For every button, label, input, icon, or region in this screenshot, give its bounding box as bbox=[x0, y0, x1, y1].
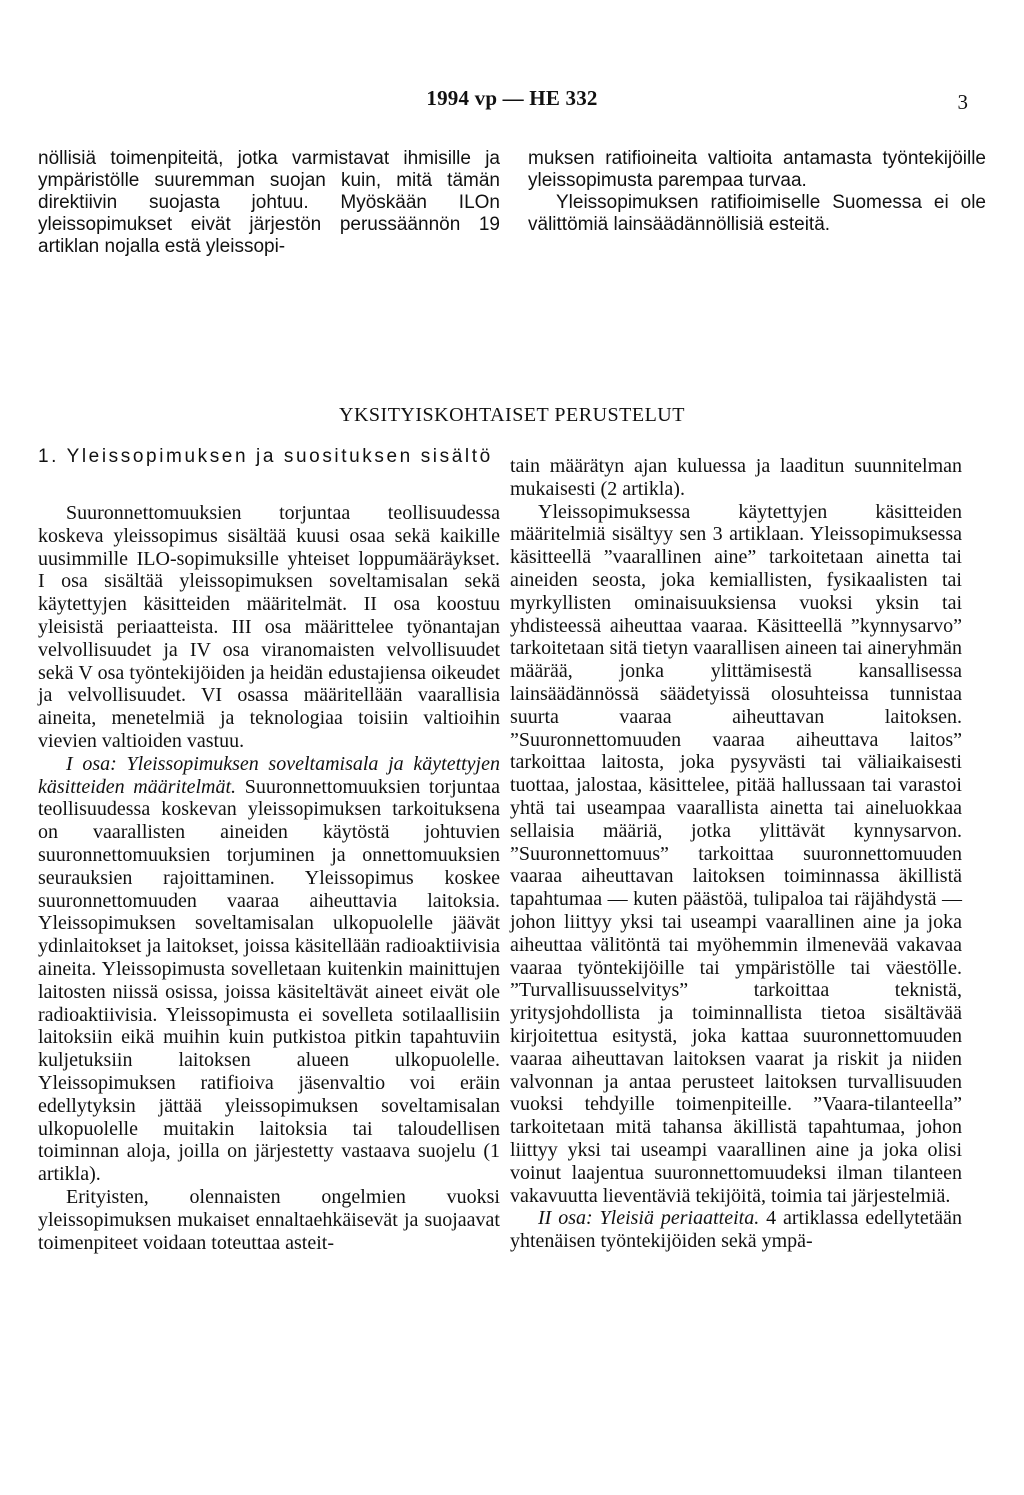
paragraph: tain määrätyn ajan kuluessa ja laaditun suunnitelman mukaisesti (2 artikla). bbox=[510, 455, 962, 500]
ratification-paragraph: Yleissopimuksen ratifioimiselle Suomessa ei ole välittömiä lainsäädännöllisiä esteitä. bbox=[528, 192, 986, 235]
subheading: 1. Yleissopimuksen ja suosituksen sisältö bbox=[38, 446, 493, 467]
italic-lead: II osa: Yleisiä periaatteita. bbox=[538, 1207, 760, 1230]
paragraph-body: 4 artiklassa edellytetään yhtenäisen työntekijöiden sekä ympä- bbox=[510, 1207, 963, 1253]
main-left-column bbox=[38, 446, 500, 1254]
italic-lead: I osa: Yleissopimuksen soveltamisala ja käytettyjen käsitteiden määritelmät. bbox=[38, 752, 500, 798]
continuation-paragraph-right: muksen ratifioineita valtioita antamasta työntekijöille yleissopimusta parempaa turvaa. bbox=[528, 148, 986, 191]
paragraph: Erityisten, olennaisten ongelmien vuoksi yleissopimuksen mukaiset ennaltaehkäisevät ja suojaavat toimenpiteet voidaan toteuttaa asteit- bbox=[38, 1185, 500, 1254]
paragraph bbox=[510, 1207, 962, 1253]
main-right-column bbox=[510, 455, 962, 1253]
paragraph bbox=[38, 753, 500, 1186]
continuation-paragraph: nöllisiä toimenpiteitä, jotka varmistavat ihmisille ja ympäristölle suuremman suojan kuin, mitä tämän direktiivin suojasta johtuu. Myöskään ILOn yleissopimukset eivät järjestön perussäännön 19 artiklan nojalla estä yleissopi- bbox=[38, 148, 500, 257]
page-number: 3 bbox=[957, 90, 968, 114]
top-right-column bbox=[528, 148, 986, 236]
paragraph: Suuronnettomuuksien torjuntaa teollisuudessa koskeva yleissopimus sisältää kuusi osaa sekä kaikille uusimmille ILO-sopimuksille yhteiset loppumääräykset. I osa sisältää yleissopimuksen soveltamisalan sekä käytettyjen käsitteiden määritelmät. II osa koostuu yleisistä periaatteista. III osa määrittelee työnantajan velvollisuudet ja IV osa viranomaisten velvollisuudet sekä V osa työntekijöiden ja heidän edustajiensa oikeudet ja velvollisuudet. VI osassa määritellään vaarallisia aineita, menetelmiä ja teknologiaa toisiin valtioihin vievien valtioiden vastuu. bbox=[38, 502, 500, 752]
top-left-column bbox=[38, 148, 500, 258]
paragraph-body: Suuronnettomuuksien torjuntaa teollisuudessa koskevan yleissopimuksen tarkoituksena on vaarallisten aineiden käytöstä johtuvien suuronnettomuuksien torjuminen ja onnettomuuksien seurauksien rajoittaminen. Yleissopimus koskee suuronnettomuuden vaaraa aiheuttavia laitoksia. Yleissopimuksen soveltamisalan ulkopuolelle jäävät ydinlaitokset ja laitokset, joissa käsitellään radioaktiivisia aineita. Yleissopimusta sovelletaan kuitenkin mainittujen laitosten niissä osissa, joissa käsiteltävät aineet eivät ole radioaktiivisia. Yleissopimusta ei sovelleta sotilaallisiin laitoksiin eikä muihin kuin putkistoa pitkin tapahtuviin kuljetuksiin laitoksen alueen ulkopuolelle. Yleissopimuksen ratifioiva jäsenvaltio voi eräin edellytyksin jättää yleissopimuksen soveltamisalan ulkopuolelle muitakin laitoksia tai taloudellisen toiminnan aloja, joilla on järjestetty vastaava suojelu (1 artikla). bbox=[38, 775, 500, 1186]
paragraph: Yleissopimuksessa käytettyjen käsitteiden määritelmiä sisältyy sen 3 artiklaan. Yleissopimuksessa käsitteellä ”vaarallinen aine” tarkoitetaan ainetta tai aineiden seosta, joka kemiallisten, fysikaalisten tai myrkyllisten ominaisuuksiensa vuoksi yksin tai yhdisteessä aiheuttaa vaaraa. Käsitteellä ”kynnysarvo” tarkoitetaan sitä tietyn vaarallisen aineen tai aineryhmän määrää, jonka ylittämisestä kansallisessa lainsäädännössä säädetyissä olosuhteissa tunnistaa suurta vaaraa aiheuttavan laitoksen. ”Suuronnettomuuden vaaraa aiheuttava laitos” tarkoittaa laitosta, joka pysyvästi tai väliaikaisesti tuottaa, jalostaa, käsittelee, pitää hallussaan tai varastoi yhtä tai useampaa vaarallista ainetta tai aineluokkaa sellaisia määriä, jotka ylittävät kynnysarvon. ”Suuronnettomuus” tarkoittaa suuronnettomuuden vaaraa aiheuttavan laitoksen toiminnassa äkillistä tapahtumaa — kuten päästöä, tulipaloa tai räjähdystä — johon liittyy yksi tai useampi vaarallinen aine ja joka aiheuttaa välitöntä tai myöhemmin ilmenevää vakavaa vaaraa työntekijöille tai ympäristölle tai väestölle. ”Turvallisuusselvitys” tarkoittaa teknistä, yritysjohdollista ja toiminnallista tietoa sisältävää kirjoitettua esitystä, joka kattaa suuronnettomuuden vaaraa aiheuttavan laitoksen vaarat ja riskit ja niiden valvonnan ja antaa perusteet laitoksen turvallisuuden vuoksi tehdyille toimenpiteille. ”Vaara-tilanteella” tarkoitetaan mitä tahansa äkillistä tapahtumaa, johon liittyy yksi tai useampi vaarallinen aine ja joka olisi voinut laajentua suuronnettomuudeksi ilman tilanteen vakavuutta lieventäviä tekijöitä, toimia tai järjestelmiä. bbox=[510, 500, 962, 1207]
running-header: 1994 vp — HE 332 bbox=[426, 86, 598, 110]
section-title: YKSITYISKOHTAISET PERUSTELUT bbox=[339, 404, 685, 426]
